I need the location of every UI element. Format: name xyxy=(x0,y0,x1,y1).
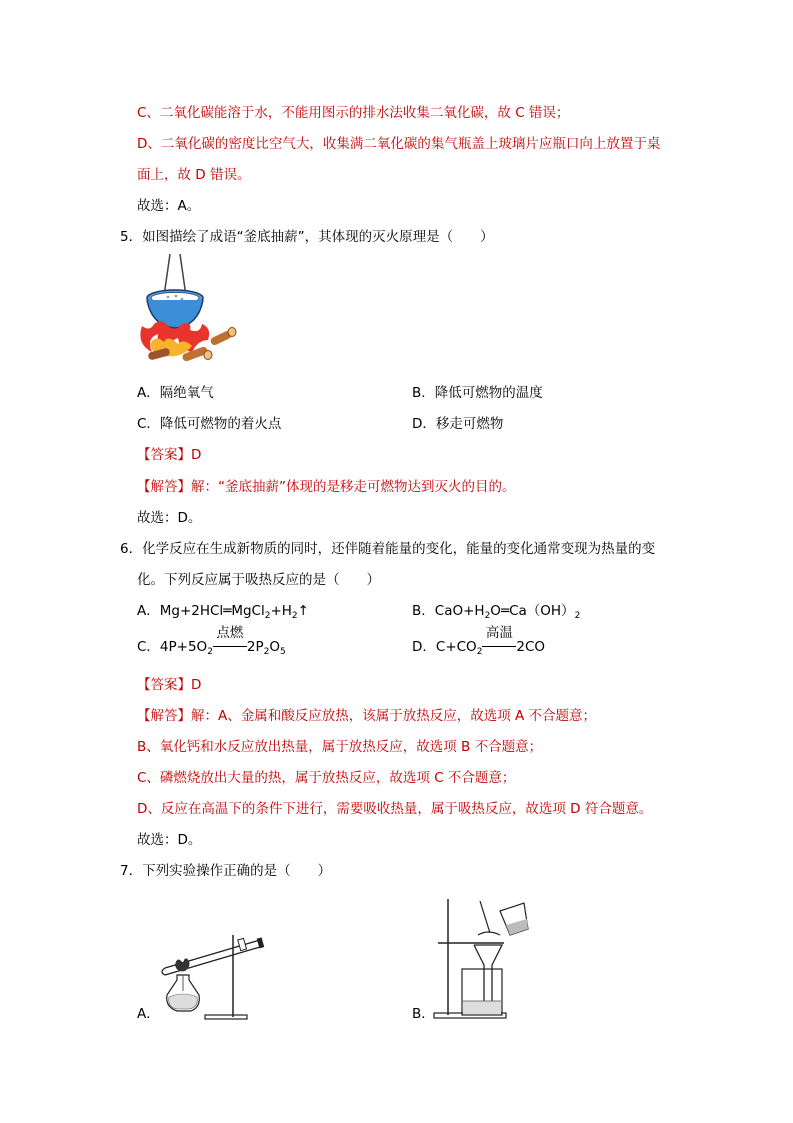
q6-option-d: D．$C+CO_2$ 高温 2CO xyxy=(412,625,546,657)
q7-option-a: A． xyxy=(137,1006,160,1022)
q6-analysis-a xyxy=(137,707,596,725)
q5-answer: 【答案】D xyxy=(137,447,202,463)
q4-choose: 故选：A。 xyxy=(137,198,201,214)
q6-analysis-b: B、氧化钙和水反应放出热量，属于放热反应，故选项 B 不合题意； xyxy=(137,739,543,755)
q6-answer: 【答案】D xyxy=(137,677,202,693)
q6-analysis-label: 【解答】 xyxy=(137,708,191,724)
q4-analysis-d-line1: D、二氧化碳的密度比空气大，收集满二氧化碳的集气瓶盖上玻璃片应瓶口向上放置于桌 xyxy=(137,136,661,152)
q7-stem: 7．下列实验操作正确的是（ ） xyxy=(120,863,332,879)
q6-option-d-condition: 高温 xyxy=(485,625,513,641)
q6-option-c-reactants: C．4P+5O xyxy=(137,639,208,655)
q5-option-c: C．降低可燃物的着火点 xyxy=(137,416,282,432)
heating-test-tube-apparatus xyxy=(155,925,270,1025)
q6-option-d-product: 2CO xyxy=(516,639,546,655)
q5-option-b: B．降低可燃物的温度 xyxy=(412,385,543,401)
q6-option-b: B．$CaO+H_2O═Ca(OH)_2$ xyxy=(412,603,581,621)
q6-option-b-reactants: B．CaO+H xyxy=(412,603,485,619)
q6-option-c: C．$4P+5O_2$ 点燃 $2P_2O_5$ xyxy=(137,625,286,657)
q7-option-b: B． xyxy=(412,1006,435,1022)
q5-option-d: D．移走可燃物 xyxy=(412,416,504,432)
q5-choose: 故选：D。 xyxy=(137,510,202,526)
pot-over-fire-illustration xyxy=(134,254,239,370)
q6-stem-line2: 化。下列反应属于吸热反应的是（ ） xyxy=(137,572,380,588)
q6-option-a: A．$Mg+2HCl═MgCl_2+H_2↑$ xyxy=(137,603,309,621)
q6-analysis-d: D、反应在高温下的条件下进行，需要吸收热量，属于吸热反应，故选项 D 符合题意。 xyxy=(137,801,653,817)
q6-option-a-reactants: A．Mg+2HCl xyxy=(137,603,224,619)
q5-analysis xyxy=(137,478,516,496)
q5-analysis-label: 【解答】 xyxy=(137,479,191,495)
q6-analysis-c: C、磷燃烧放出大量的热，属于放热反应，故选项 C 不合题意； xyxy=(137,770,516,786)
q6-stem-line1: 6．化学反应在生成新物质的同时，还伴随着能量的变化，能量的变化通常变现为热量的变 xyxy=(120,541,656,557)
q6-option-d-condition-arrow xyxy=(482,625,516,656)
q6-analysis-a-text: 解：A、金属和酸反应放热，该属于放热反应，故选项 A 不合题意； xyxy=(191,708,597,724)
q6-option-b-product: Ca（OH） xyxy=(509,603,575,619)
q4-analysis-c: C、二氧化碳能溶于水，不能用图示的排水法收集二氧化碳，故 C 错误； xyxy=(137,105,570,121)
filtration-apparatus xyxy=(430,893,535,1023)
q6-option-b-water-o: O xyxy=(490,603,501,619)
q6-choose: 故选：D。 xyxy=(137,832,202,848)
q6-option-c-condition: 点燃 xyxy=(216,625,244,641)
q5-option-a: A．隔绝氧气 xyxy=(137,385,214,401)
q6-option-c-product: 2P xyxy=(246,639,264,655)
q6-option-d-reactants: D．C+CO xyxy=(412,639,477,655)
q4-analysis-d-line2: 面上，故 D 错误。 xyxy=(137,167,251,183)
q5-stem: 5．如图描绘了成语“釜底抽薪”，其体现的灭火原理是（ ） xyxy=(120,229,494,245)
q5-analysis-text: 解：“釜底抽薪”体现的是移走可燃物达到灭火的目的。 xyxy=(191,479,516,495)
q6-option-c-condition-arrow xyxy=(213,625,247,656)
